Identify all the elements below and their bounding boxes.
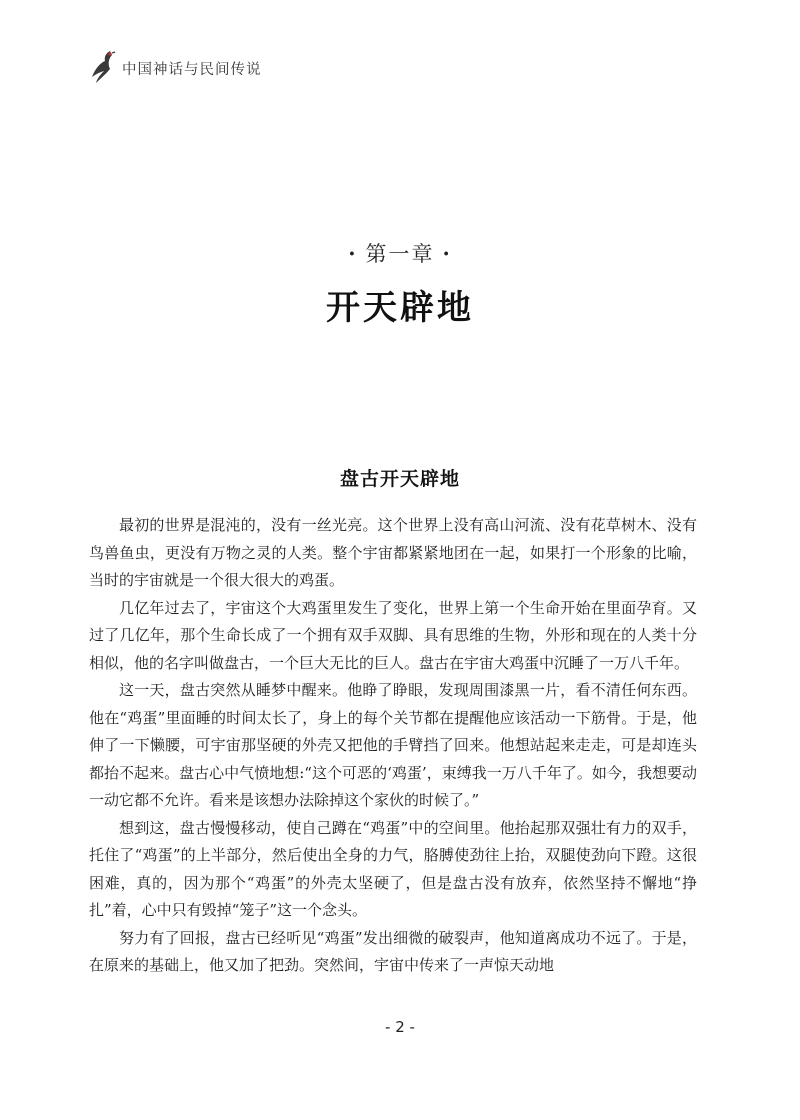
crane-brush-icon [88, 47, 116, 85]
section-title: 盘古开天辟地 [339, 468, 460, 490]
body-text [89, 512, 697, 980]
paragraph-5: 努力有了回报，盘古已经听见“鸡蛋”发出细微的破裂声，他知道离成功不远了。于是，在原来的基础上，他又加了把劲。突然间，宇宙中传来了一声惊天动地 [89, 928, 697, 974]
chapter-dot-left: · [348, 241, 358, 266]
paragraph-1: 最初的世界是混沌的，没有一丝光亮。这个世界上没有高山河流、没有花草树木、没有鸟兽鱼虫，更没有万物之灵的人类。整个宇宙都紧紧地团在一起，如果打一个形象的比喻，当时的宇宙就是一个很大很大的鸡蛋。 [89, 516, 697, 589]
chapter-number: 第一章 [365, 242, 435, 266]
paragraph-2: 几亿年过去了，宇宙这个大鸡蛋里发生了变化，世界上第一个生命开始在里面孕育。又过了几亿年，那个生命长成了一个拥有双手双脚、具有思维的生物，外形和现在的人类十分相似，他的名字叫做盘古，一个巨大无比的巨人。盘古在宇宙大鸡蛋中沉睡了一万八千年。 [89, 598, 697, 672]
running-header [88, 46, 262, 86]
chapter-dot-right: · [442, 241, 452, 266]
paragraph-3: 这一天，盘古突然从睡梦中醒来。他睁了睁眼，发现周围漆黑一片，看不清任何东西。他在“鸡蛋”里面睡的时间太长了，身上的每个关节都在提醒他应该活动一下筋骨。于是，他伸了一下懒腰，可宇宙那坚硬的外壳又把他的手臂挡了回来。他想站起来走走，可是却连头都抬不起来。盘古心中气愤地想:“这个可恶的‘鸡蛋’，束缚我一万八千年了。如今，我想要动一动它都不允许。看来是该想办法除掉这个家伙的时候了。” [89, 681, 697, 809]
chapter-label [0, 238, 800, 268]
chapter-title: 开天辟地 [326, 288, 474, 328]
paragraph-4: 想到这，盘古慢慢移动，使自己蹲在“鸡蛋”中的空间里。他抬起那双强壮有力的双手，托住了“鸡蛋”的上半部分，然后使出全身的力气，胳膊使劲往上抬，双腿使劲向下蹬。这很困难，真的，因为那个“鸡蛋”的外壳太坚硬了，但是盘古没有放弃，依然坚持不懈地“挣扎”着，心中只有毁掉“笼子”这一个念头。 [89, 818, 697, 919]
page-number: - 2 - [385, 1018, 415, 1036]
running-title: 中国神话与民间传说 [122, 61, 262, 78]
